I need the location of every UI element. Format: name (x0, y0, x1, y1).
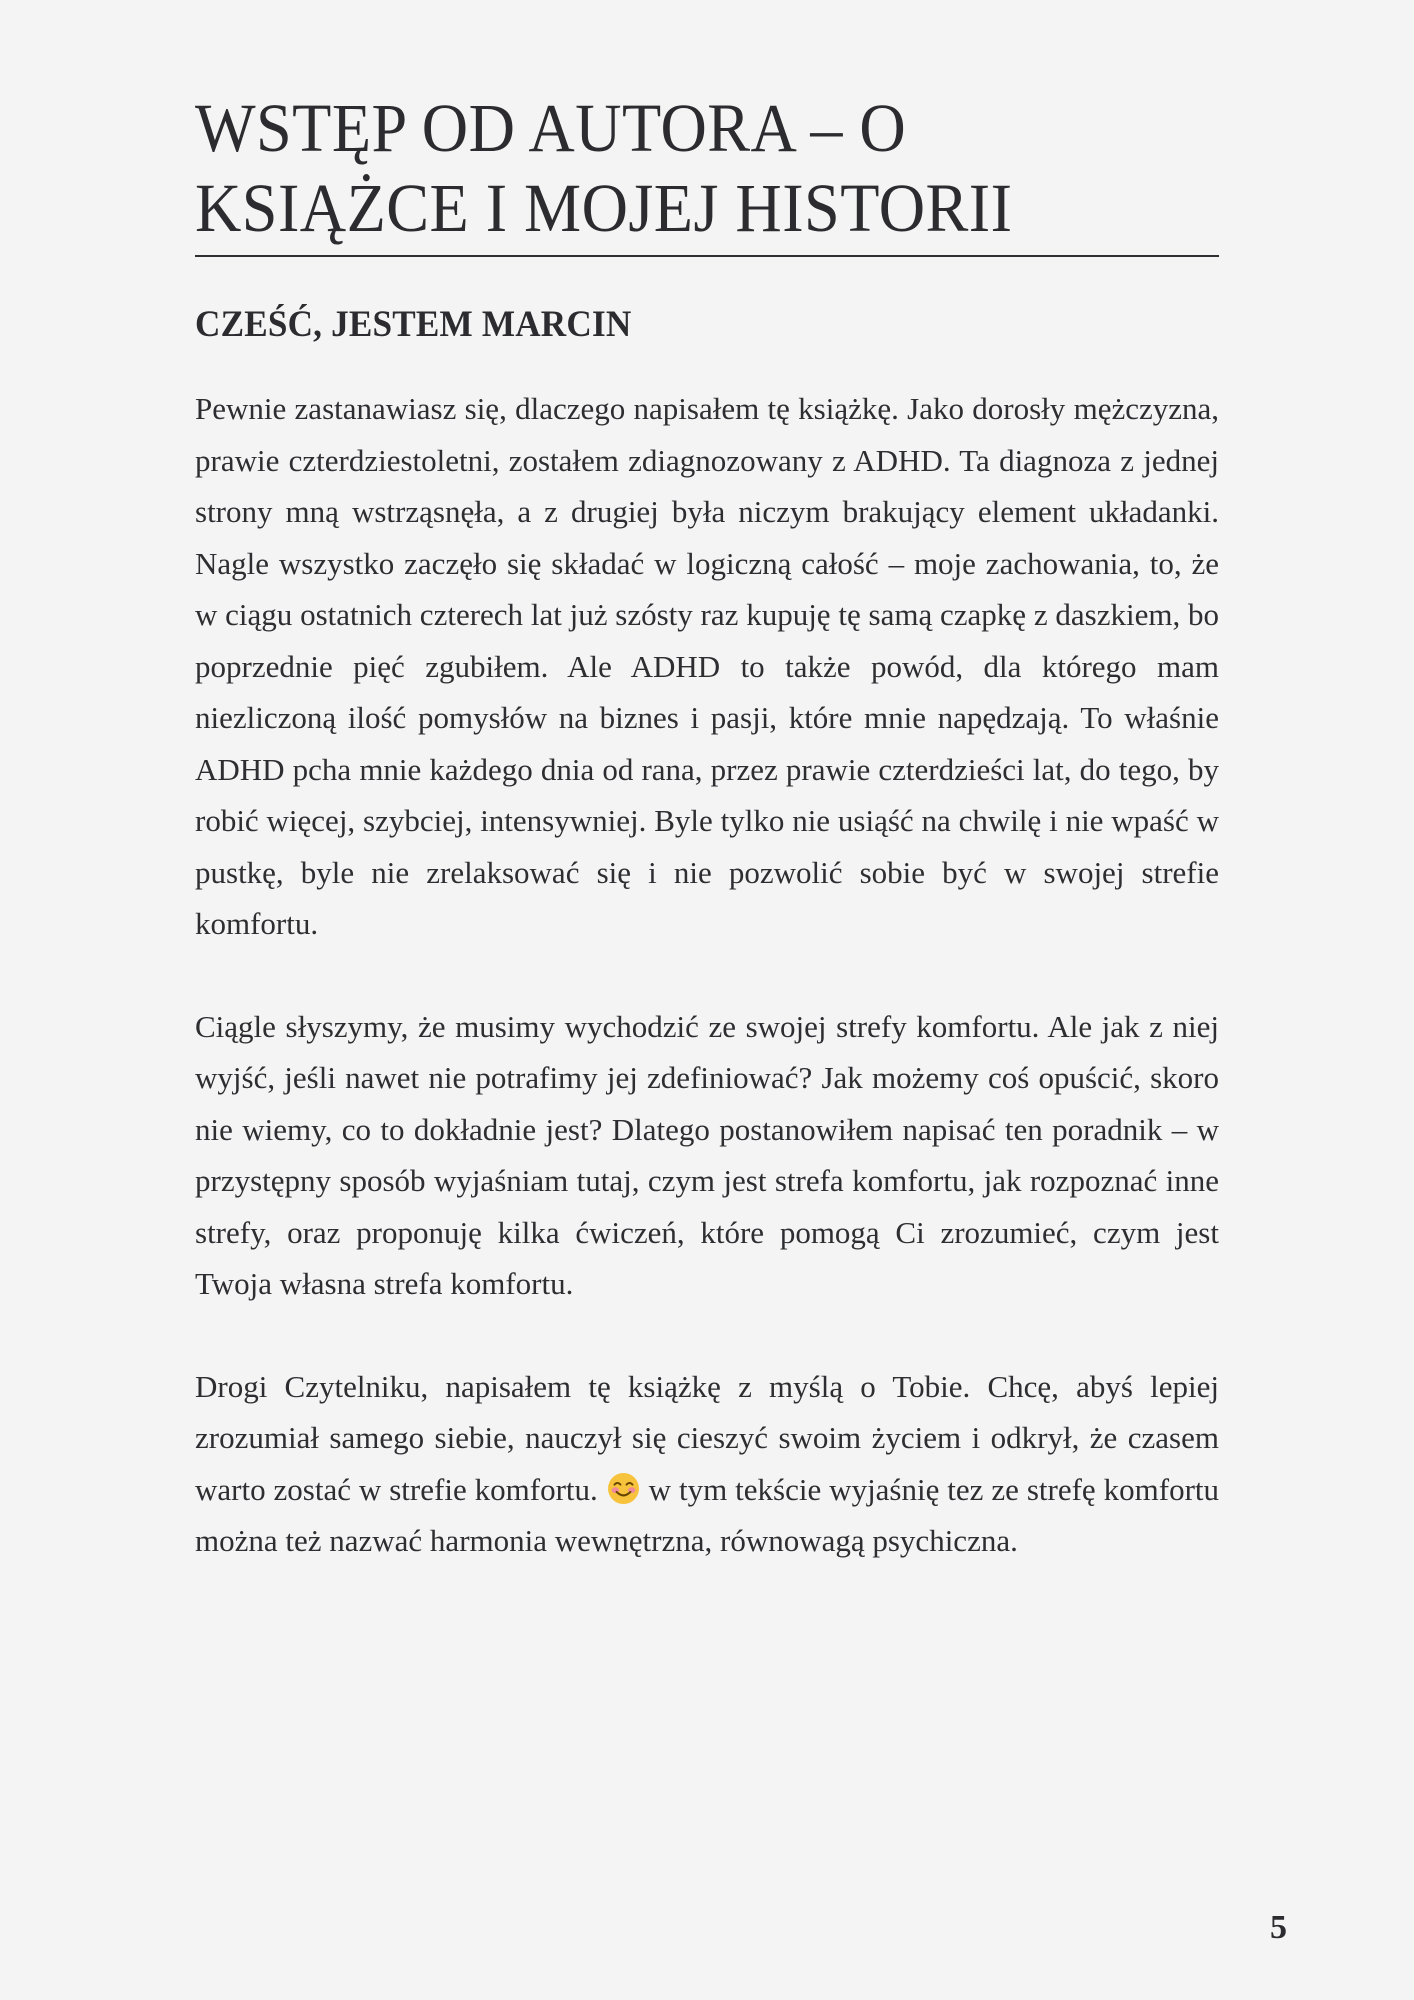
chapter-title-line-1: WSTĘP OD AUTORA – O (195, 90, 907, 166)
body-text (195, 383, 1219, 1618)
paragraph-3-text-before-emoji: Drogi Czytelniku, napisałem tę książkę z myślą o Tobie. Chcę, abyś lepiej zrozumiał samego siebie, nauczył się cieszyć swoim życiem i odkrył, że czasem warto zostać w strefie komfortu. (195, 1368, 1219, 1507)
smiling-face-with-smiling-eyes-icon (608, 1468, 639, 1499)
paragraph-3 (195, 1361, 1219, 1567)
title-divider (195, 255, 1219, 257)
chapter-title-line-2: KSIĄŻCE I MOJEJ HISTORII (195, 170, 1013, 246)
paragraph-1: Pewnie zastanawiasz się, dlaczego napisałem tę książkę. Jako dorosły mężczyzna, prawie czterdziestoletni, zostałem zdiagnozowany z ADHD. Ta diagnoza z jednej strony mną wstrząsnęła, a z drugiej była niczym brakujący element układanki. Nagle wszystko zaczęło się składać w logiczną całość – moje zachowania, to, że w ciągu ostatnich czterech lat już szósty raz kupuję tę samą czapkę z daszkiem, bo poprzednie pięć zgubiłem. Ale ADHD to także powód, dla którego mam niezliczoną ilość pomysłów na biznes i pasji, które mnie napędzają. To właśnie ADHD pcha mnie każdego dnia od rana, przez prawie czterdzieści lat, do tego, by robić więcej, szybciej, intensywniej. Byle tylko nie usiąść na chwilę i nie wpaść w pustkę, byle nie zrelaksować się i nie pozwolić sobie być w swojej strefie komfortu. (195, 391, 1219, 941)
chapter-title (195, 88, 1153, 248)
paragraph-2: Ciągle słyszymy, że musimy wychodzić ze swojej strefy komfortu. Ale jak z niej wyjść, jeśli nawet nie potrafimy jej zdefiniować? Jak możemy coś opuścić, skoro nie wiemy, co to dokładnie jest? Dlatego postanowiłem napisać ten poradnik – w przystępny sposób wyjaśniam tutaj, czym jest strefa komfortu, jak rozpoznać inne strefy, oraz proponuję kilka ćwiczeń, które pomogą Ci zrozumieć, czym jest Twoja własna strefa komfortu. (195, 1008, 1219, 1301)
paragraph-3-text-after-emoji: w tym tekście wyjaśnię tez ze strefę komfortu można też nazwać harmonia wewnętrzna, równowagą psychiczna. (195, 1471, 1219, 1558)
section-heading: CZEŚĆ, JESTEM MARCIN (195, 304, 632, 345)
page-number: 5 (1270, 1909, 1287, 1946)
